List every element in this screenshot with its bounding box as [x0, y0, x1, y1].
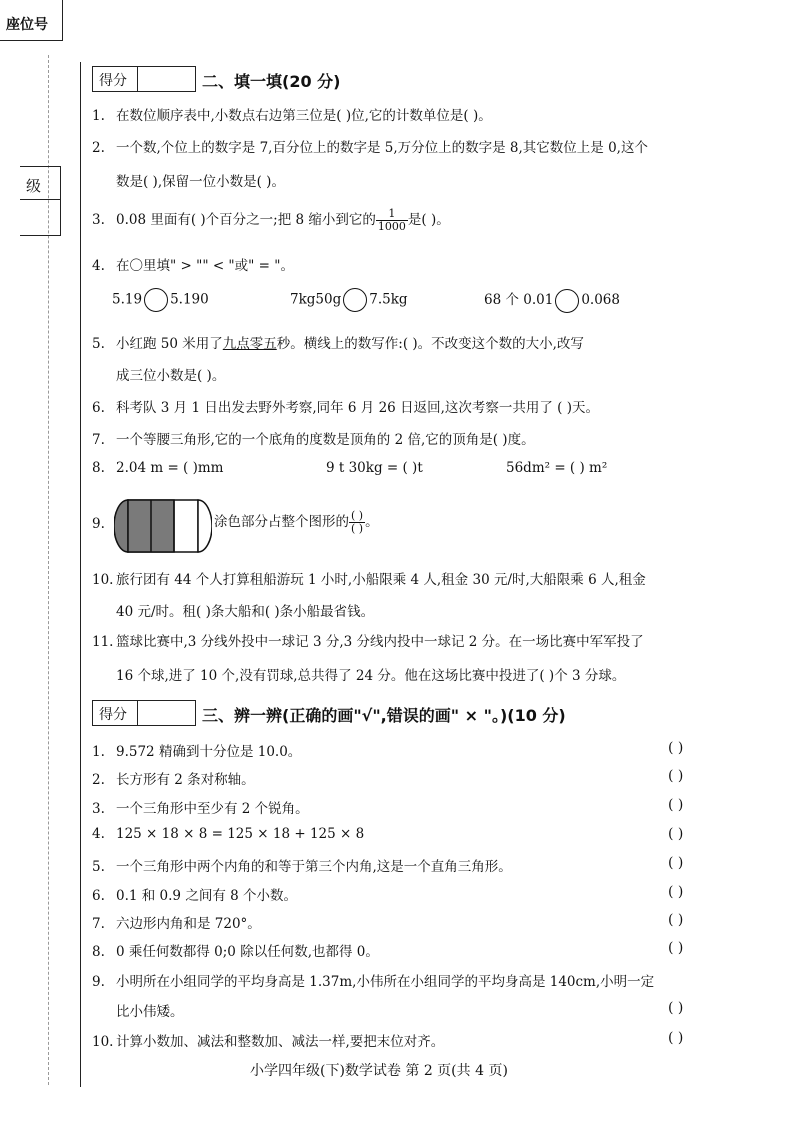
class-label: 级 [26, 177, 42, 195]
question-1: 1. 在数位顺序表中,小数点右边第三位是( )位,它的计数单位是( )。 [92, 108, 492, 124]
question-10: 10. 旅行团有 44 个人打算租船游玩 1 小时,小船限乘 4 人,租金 30 元/时,大船限乘 6 人,租金 [92, 572, 646, 588]
seat-number-box [0, 0, 63, 41]
question-10-line2: 40 元/时。租( )条大船和( )条小船最省钱。 [116, 604, 375, 620]
fraction-blank: $\frac{( )}{( )}$ [351, 509, 364, 535]
answer-paren-8[interactable]: ( ) [668, 940, 684, 956]
judge-item-9-line2: 比小伟矮。 [116, 1004, 184, 1020]
question-11-line2: 16 个球,进了 10 个,没有罚球,总共得了 24 分。他在这场比赛中投进了( )个 3 分球。 [116, 668, 626, 684]
judge-item-9: 9. 小明所在小组同学的平均身高是 1.37m,小伟所在小组同学的平均身高是 140cm,小明一定 [92, 974, 655, 990]
judge-item-8: 8. 0 乘任何数都得 0;0 除以任何数,也都得 0。 [92, 944, 379, 960]
answer-paren-10[interactable]: ( ) [668, 1030, 684, 1046]
answer-paren-7[interactable]: ( ) [668, 912, 684, 928]
compare-1: 5.19 5.190 [112, 288, 209, 312]
answer-paren-1[interactable]: ( ) [668, 740, 684, 756]
answer-paren-9[interactable]: ( ) [668, 1000, 684, 1016]
margin-line [80, 62, 81, 1087]
page-footer: 小学四年级(下)数学试卷 第 2 页(共 4 页) [250, 1063, 508, 1079]
score-label: 得分 [99, 707, 127, 723]
fraction: $\frac{1}{1000}$ [377, 207, 406, 233]
question-8c: 56dm² = ( ) m² [506, 460, 608, 476]
answer-paren-4[interactable]: ( ) [668, 826, 684, 842]
question-9-num: 9. [92, 516, 105, 532]
judge-item-4: 4. 125 × 18 × 8 = 125 × 18 + 125 × 8 [92, 826, 365, 842]
question-5-line2: 成三位小数是( )。 [116, 368, 226, 384]
question-2-line2: 数是( ),保留一位小数是( )。 [116, 174, 285, 190]
compare-3: 68 个 0.01 0.068 [484, 288, 620, 313]
compare-circle[interactable] [555, 289, 579, 313]
answer-paren-5[interactable]: ( ) [668, 855, 684, 871]
judge-item-5: 5. 一个三角形中两个内角的和等于第三个内角,这是一个直角三角形。 [92, 859, 512, 875]
compare-circle[interactable] [144, 288, 168, 312]
seat-label: 座位号 [6, 17, 48, 33]
score-label: 得分 [99, 73, 127, 89]
score-box [92, 66, 196, 92]
score-box-3 [92, 700, 196, 726]
question-3: 3. 0.08 里面有( )个百分之一;把 8 缩小到它的 $\frac{1}{1000}$ 是( )。 [92, 207, 450, 233]
compare-2: 7kg50g 7.5kg [290, 288, 408, 312]
compare-circle[interactable] [343, 288, 367, 312]
answer-paren-3[interactable]: ( ) [668, 797, 684, 813]
section-title-3: 三、辨一辨(正确的画"√",错误的画" × "。)(10 分) [202, 706, 566, 725]
question-6: 6. 科考队 3 月 1 日出发去野外考察,同年 6 月 26 日返回,这次考察一共用了 ( )天。 [92, 400, 599, 416]
question-8: 8. 2.04 m = ( )mm [92, 460, 224, 476]
class-box [20, 166, 61, 236]
judge-item-2: 2. 长方形有 2 条对称轴。 [92, 772, 255, 788]
judge-item-6: 6. 0.1 和 0.9 之间有 8 个小数。 [92, 888, 297, 904]
answer-paren-2[interactable]: ( ) [668, 768, 684, 784]
question-11: 11. 篮球比赛中,3 分线外投中一球记 3 分,3 分线内投中一球记 2 分。在一场比赛中军军投了 [92, 634, 644, 650]
question-9: 涂色部分占整个图形的 $\frac{( )}{( )}$ 。 [214, 509, 379, 535]
judge-item-10: 10. 计算小数加、减法和整数加、减法一样,要把末位对齐。 [92, 1034, 445, 1050]
judge-item-1: 1. 9.572 精确到十分位是 10.0。 [92, 744, 302, 760]
question-2: 2. 一个数,个位上的数字是 7,百分位上的数字是 5,万分位上的数字是 8,其它数位上是 0,这个 [92, 140, 648, 156]
shaded-shape-figure [114, 498, 212, 554]
judge-item-7: 7. 六边形内角和是 720°。 [92, 916, 261, 932]
answer-paren-6[interactable]: ( ) [668, 884, 684, 900]
question-7: 7. 一个等腰三角形,它的一个底角的度数是顶角的 2 倍,它的顶角是( )度。 [92, 432, 535, 448]
section-title: 二、填一填(20 分) [202, 72, 341, 91]
question-8b: 9 t 30kg = ( )t [326, 460, 423, 476]
question-4: 4. 在〇里填" > "" < "或" = "。 [92, 258, 294, 274]
question-5: 5. 小红跑 50 米用了九点零五秒。横线上的数写作:( )。不改变这个数的大小,改写 [92, 336, 584, 352]
judge-item-3: 3. 一个三角形中至少有 2 个锐角。 [92, 801, 309, 817]
